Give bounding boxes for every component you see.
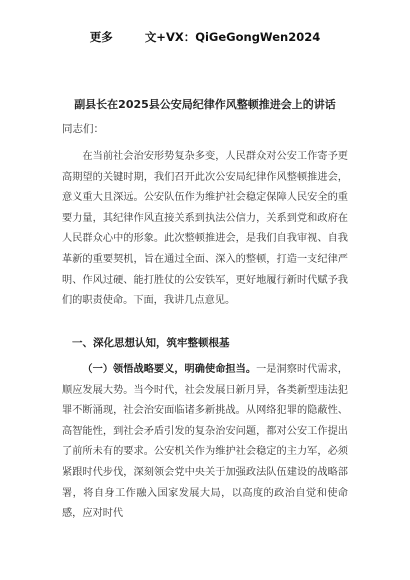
contact-info: 文+VX：QiGeGongWen2024 xyxy=(144,30,321,44)
document-title: 副县长在2025县公安局纪律作风整顿推进会上的讲话 xyxy=(74,98,336,111)
intro-paragraph: 在当前社会治安形势复杂多变，人民群众对公安工作寄予更高期望的关键时期，我们召开此次公安局纪律作风整顿推进会，意义重大且深远。公安队伍作为维护社会稳定保障人民安全的重要力量，其纪律作风直接关系到执法公信力，关系到党和政府在人民群众心中的形象。此次整顿推进会，是我们自我审视、自我革新的重要契机，旨在通过全面、深入的整顿，打造一支纪律严明、作风过硬、能打胜仗的公安铁军，更好地履行新时代赋予我们的职责使命。下面，我讲几点意见。 xyxy=(62,151,348,307)
section-heading: 一、深化思想认知，筑牢整顿根基 xyxy=(72,337,230,349)
section-paragraph xyxy=(62,360,348,525)
more-link[interactable]: 更多 xyxy=(89,30,113,44)
page-header xyxy=(0,29,410,45)
greeting: 同志们： xyxy=(62,123,104,135)
subsection-text: 一是洞察时代需求，顺应发展大势。当今时代，社会发展日新月异，各类新型违法犯罪不断涌现，社会治安面临诸多新挑战。从网络犯罪的隐蔽性、高智能性，到社会矛盾引发的复杂治安问题，都对公安工作提出了前所未有的要求。公安机关作为维护社会稳定的主力军，必须紧跟时代步伐，深刻领会党中央关于加强政法队伍建设的战略部署，将自身工作融入国家发展大局，以高度的政治自觉和使命感，应对时代 xyxy=(62,364,348,520)
subsection-lead: （一）领悟战略要义，明确使命担当。 xyxy=(82,364,257,375)
